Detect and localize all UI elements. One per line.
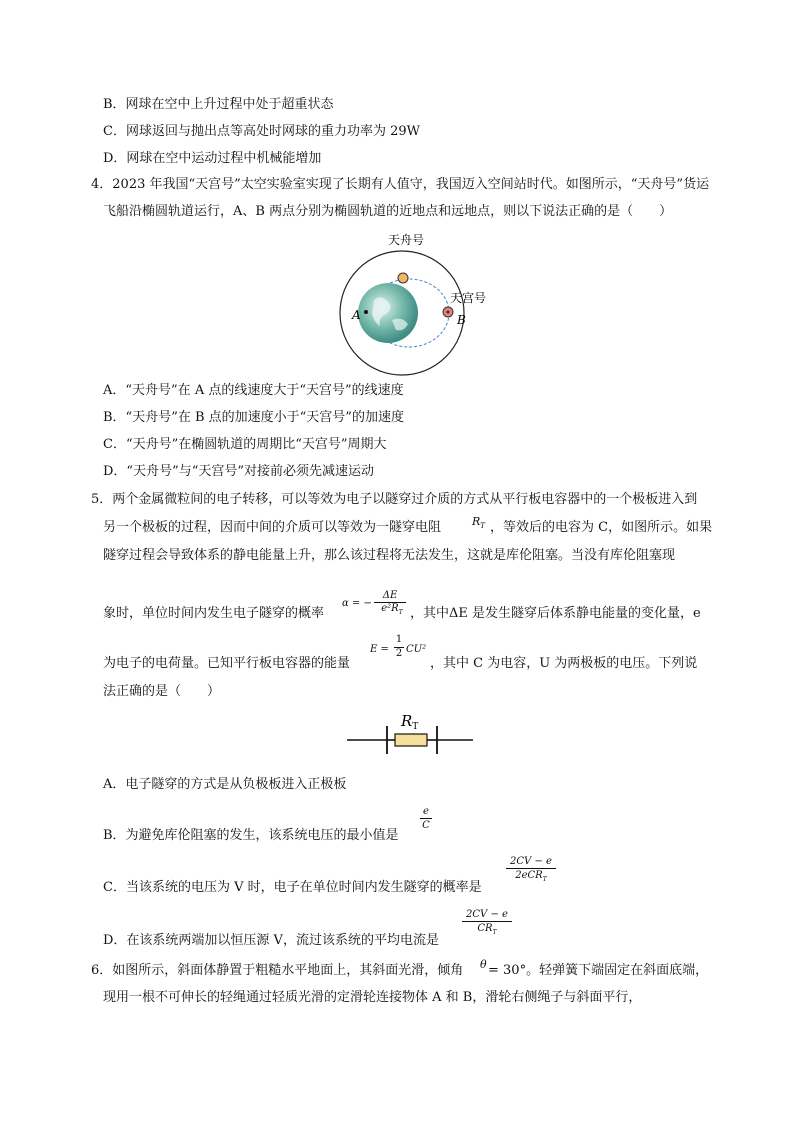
label-tianzhou: 天舟号 <box>388 233 425 247</box>
label-b: B <box>457 313 466 327</box>
point-a-dot <box>364 310 368 314</box>
q4-stem-line2: 飞船沿椭圆轨道运行，A、B 两点分别为椭圆轨道的近地点和远地点，则以下说法正确的是（ ） <box>103 204 673 219</box>
resistor-icon <box>395 734 427 746</box>
orbit-figure <box>330 228 487 376</box>
q5-stem-line4b: ，其中ΔE 是发生隧穿后体系静电能量的变化量，e <box>410 606 701 621</box>
label-a: A <box>352 308 361 322</box>
q6-stem-line1a: 6．如图所示，斜面体静置于粗糙水平地面上，其斜面光滑，倾角 <box>91 963 464 978</box>
q4-option-c: C．“天舟号”在椭圆轨道的周期比“天宫号”周期大 <box>103 437 387 452</box>
rt-symbol: $R_T$ <box>472 515 485 531</box>
q4-option-d: D．“天舟号”与“天宫号”对接前必须先减速运动 <box>103 464 375 479</box>
q5-option-c: C．当该系统的电压为 V 时，电子在单位时间内发生隧穿的概率是 <box>103 880 482 895</box>
q6-stem-line1b: = 30°。轻弹簧下端固定在斜面底端， <box>488 963 709 978</box>
q5-stem-line1: 5．两个金属微粒间的电子转移，可以等效为电子以隧穿过介质的方式从平行板电容器中的一个极板进入到 <box>91 492 698 507</box>
q6-stem-line2: 现用一根不可伸长的轻绳通过轻质光滑的定滑轮连接物体 A 和 B，滑轮右侧绳子与斜面平行， <box>103 990 642 1005</box>
q5-option-d: D．在该系统两端加以恒压源 V，流过该系统的平均电流是 <box>103 933 439 948</box>
q5-stem-line3: 隧穿过程会导致体系的静电能量上升，那么该过程将无法发生，这就是库伦阻塞。当没有库伦阻塞现 <box>103 548 676 563</box>
q5-option-b: B．为避免库伦阻塞的发生，该系统电压的最小值是 <box>103 828 399 843</box>
option-c-fraction: 2CV − e 2eCR$_T$ <box>506 856 556 883</box>
resistor-label: $R_T$ <box>401 712 419 732</box>
q5-stem-line5b: ，其中 C 为电容，U 为两极板的电压。下列说 <box>430 656 698 671</box>
theta-symbol: θ <box>480 958 487 971</box>
q4-stem-line1: 4．2023 年我国“天宫号”太空实验室实现了长期有人值守，我国迈入空间站时代。如图所示，“天舟号”货运 <box>91 177 710 192</box>
q5-option-a: A．电子隧穿的方式是从负极板进入正极板 <box>103 777 347 792</box>
q3-option-d: D．网球在空中运动过程中机械能增加 <box>103 151 322 166</box>
q3-option-c: C．网球返回与抛出点等高处时网球的重力功率为 29W <box>103 124 420 139</box>
q5-stem-line2a: 另一个极板的过程，因而中间的介质可以等效为一隧穿电阻 <box>103 520 442 535</box>
option-d-fraction: 2CV − e $CR_T$ <box>462 909 512 936</box>
q5-stem-line4a: 象时，单位时间内发生电子隧穿的概率 <box>103 606 325 621</box>
capacitor-resistor-figure <box>345 708 475 754</box>
q4-option-a: A．“天舟号”在 A 点的线速度大于“天宫号”的线速度 <box>103 383 404 398</box>
label-tiangong: 天宫号 <box>450 291 487 305</box>
tianzhou-dot <box>398 273 408 283</box>
q5-stem-line6: 法正确的是（ ） <box>103 684 221 699</box>
q5-stem-line2b: ，等效后的电容为 C，如图所示。如果 <box>490 520 713 535</box>
q4-option-b: B．“天舟号”在 B 点的加速度小于“天宫号”的加速度 <box>103 410 404 425</box>
q5-stem-line5a: 为电子的电荷量。已知平行板电容器的能量 <box>103 656 351 671</box>
option-b-fraction: e C <box>420 806 432 831</box>
q3-option-b: B．网球在空中上升过程中处于超重状态 <box>103 97 334 112</box>
